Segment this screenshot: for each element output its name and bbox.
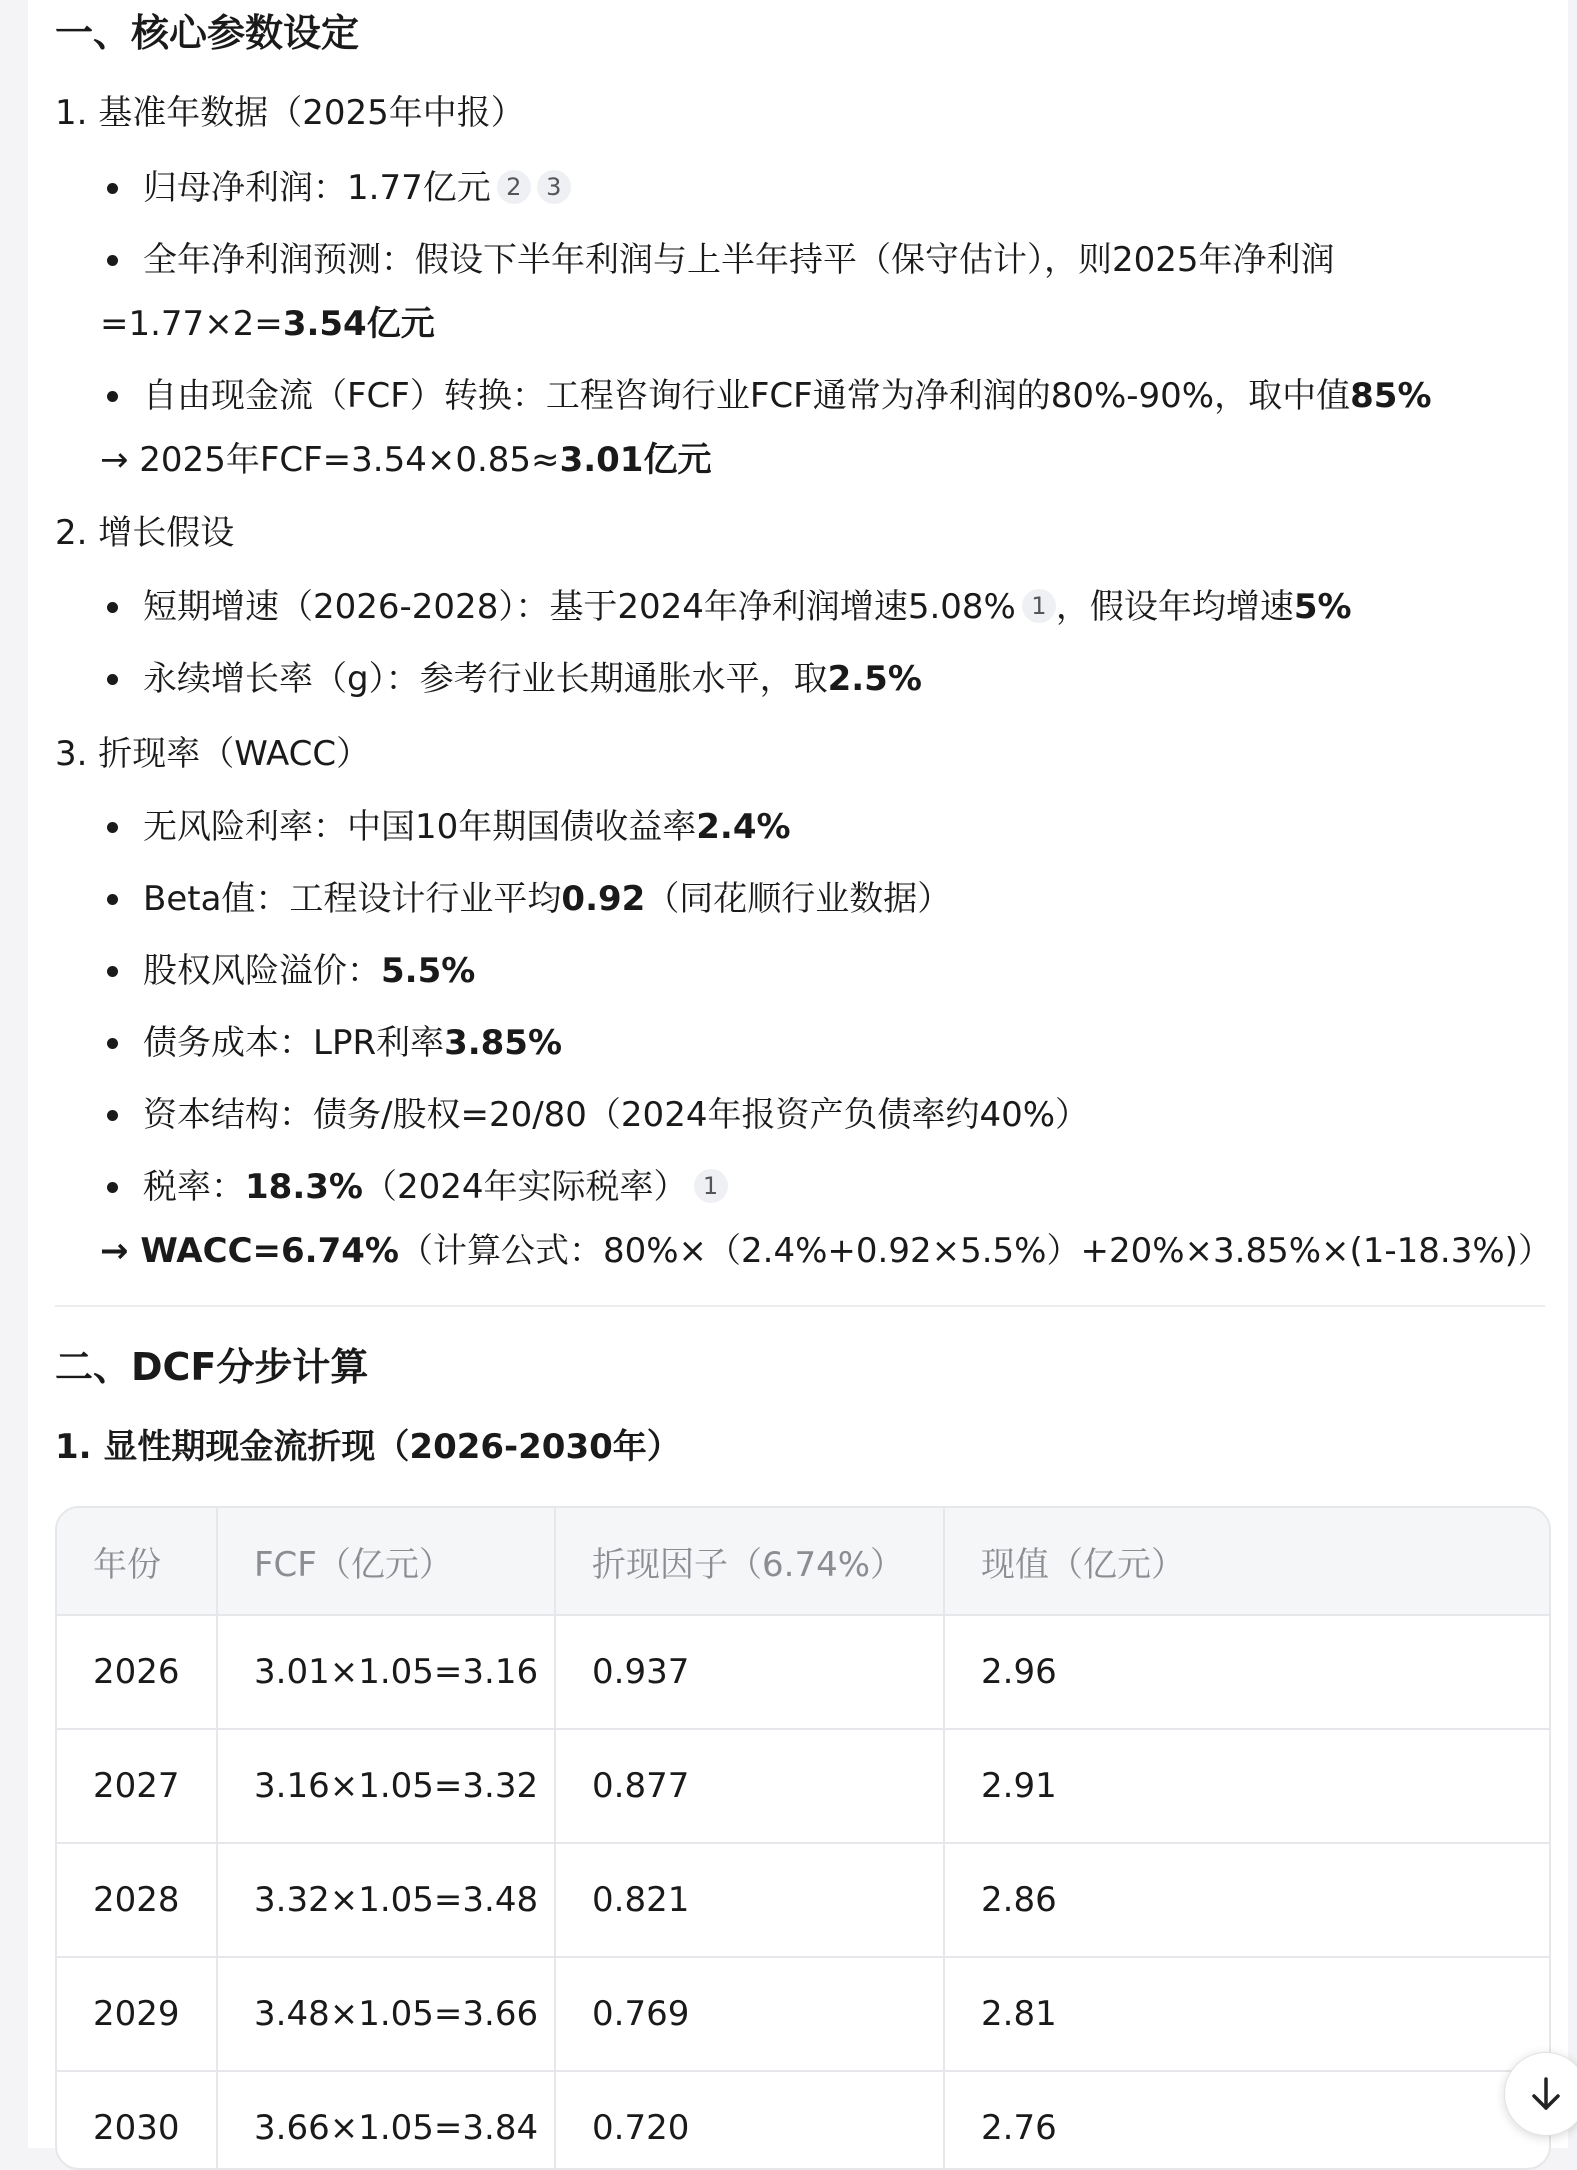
citation-badge[interactable]: 1: [694, 1169, 728, 1203]
cell-fcf: 3.66×1.05=3.84: [217, 2071, 555, 2170]
bullet: [107, 1182, 118, 1193]
header-fcf: FCF（亿元）: [217, 1508, 555, 1615]
subsection-1-2-heading: 2. 增长假设: [55, 513, 235, 553]
bullet: [107, 894, 118, 905]
bullet: [107, 674, 118, 685]
item-text: =1.77×2=: [100, 304, 283, 344]
section-2-heading: 二、DCF分步计算: [55, 1345, 369, 1389]
section-divider: [55, 1305, 1545, 1307]
item-text: 税率：: [143, 1167, 245, 1207]
bullet: [107, 822, 118, 833]
header-present-value: 现值（亿元）: [944, 1508, 1549, 1615]
item-text: 短期增速（2026-2028）：基于2024年净利润增速5.08%: [143, 587, 1016, 627]
header-discount-factor: 折现因子（6.74%）: [555, 1508, 944, 1615]
item-highlight: 5.5%: [381, 951, 476, 991]
item-text: → 2025年FCF=3.54×0.85≈: [100, 440, 560, 480]
cell-present-value: 2.91: [944, 1729, 1549, 1843]
citation-badge[interactable]: 3: [537, 170, 571, 204]
cell-present-value: 2.81: [944, 1957, 1549, 2071]
header-year: 年份: [57, 1508, 217, 1615]
item-highlight: 0.92: [561, 879, 646, 919]
item-highlight: 2.4%: [696, 807, 791, 847]
bullet: [107, 1038, 118, 1049]
cell-discount-factor: 0.877: [555, 1729, 944, 1843]
cell-fcf: 3.16×1.05=3.32: [217, 1729, 555, 1843]
dcf-table-container: [55, 1506, 1551, 2170]
item-highlight: 18.3%: [245, 1167, 363, 1207]
item-highlight: 3.54亿元: [282, 304, 435, 344]
section-1-heading: 一、核心参数设定: [55, 11, 360, 55]
cell-discount-factor: 0.720: [555, 2071, 944, 2170]
item-text: 股权风险溢价：: [143, 951, 381, 991]
cell-year: 2027: [57, 1729, 217, 1843]
item-text: 资本结构：债务/股权=20/80（2024年报资产负债率约40%）: [143, 1095, 1090, 1135]
table-row: [57, 1729, 1549, 1843]
citation-badge[interactable]: 1: [1022, 589, 1056, 623]
bullet: [107, 183, 118, 194]
item-text: （同花顺行业数据）: [645, 879, 952, 919]
cell-discount-factor: 0.769: [555, 1957, 944, 2071]
item-text: 全年净利润预测：假设下半年利润与上半年持平（保守估计），则2025年净利润: [143, 240, 1335, 280]
item-highlight: 2.5%: [827, 659, 922, 699]
item-highlight: 5%: [1293, 587, 1352, 627]
cell-year: 2029: [57, 1957, 217, 2071]
table-row: [57, 1957, 1549, 2071]
chat-message-panel: [28, 0, 1568, 2148]
item-text: 自由现金流（FCF）转换：工程咨询行业FCF通常为净利润的80%-90%，取中值: [143, 376, 1351, 416]
item-highlight: 3.85%: [444, 1023, 563, 1063]
cell-fcf: 3.48×1.05=3.66: [217, 1957, 555, 2071]
item-text: 归母净利润：1.77亿元: [143, 168, 491, 208]
cell-present-value: 2.86: [944, 1843, 1549, 1957]
item-highlight: 85%: [1350, 376, 1432, 416]
bullet: [107, 966, 118, 977]
cell-year: 2028: [57, 1843, 217, 1957]
item-text: ，假设年均增速: [1055, 587, 1294, 627]
subsection-1-3-heading: 3. 折现率（WACC）: [55, 734, 371, 774]
cell-present-value: 2.96: [944, 1615, 1549, 1729]
table-header-row: [57, 1508, 1549, 1615]
arrow-down-icon: [1526, 2074, 1566, 2114]
item-text: Beta值：工程设计行业平均: [143, 879, 562, 919]
cell-present-value: 2.76: [944, 2071, 1549, 2170]
wacc-formula: （计算公式：80%×（2.4%+0.92×5.5%）+20%×3.85%×(1-18.3%)）: [398, 1231, 1552, 1271]
subsection-2-1-heading: [55, 1427, 681, 1467]
cell-discount-factor: 0.937: [555, 1615, 944, 1729]
subsection-1-1-heading: 1. 基准年数据（2025年中报）: [55, 93, 525, 133]
item-text: （2024年实际税率）: [362, 1167, 688, 1207]
item-highlight: 3.01亿元: [559, 440, 712, 480]
citation-badge[interactable]: 2: [497, 170, 531, 204]
cell-fcf: 3.01×1.05=3.16: [217, 1615, 555, 1729]
bullet: [107, 1110, 118, 1121]
table-row: [57, 2071, 1549, 2170]
item-text: 永续增长率（g）：参考行业长期通胀水平，取: [143, 659, 828, 699]
cell-fcf: 3.32×1.05=3.48: [217, 1843, 555, 1957]
table-row: [57, 1843, 1549, 1957]
cell-year: 2030: [57, 2071, 217, 2170]
table-row: [57, 1615, 1549, 1729]
item-text: 无风险利率：中国10年期国债收益率: [143, 807, 697, 847]
wacc-result: → WACC=6.74%: [100, 1231, 399, 1271]
bullet: [107, 255, 118, 266]
cell-discount-factor: 0.821: [555, 1843, 944, 1957]
bullet: [107, 391, 118, 402]
cell-year: 2026: [57, 1615, 217, 1729]
dcf-table: [57, 1508, 1549, 2170]
item-text: 债务成本：LPR利率: [143, 1023, 445, 1063]
bullet: [107, 602, 118, 613]
subsection-2-1-title: 1. 显性期现金流折现（2026-2030年）: [55, 1427, 681, 1467]
